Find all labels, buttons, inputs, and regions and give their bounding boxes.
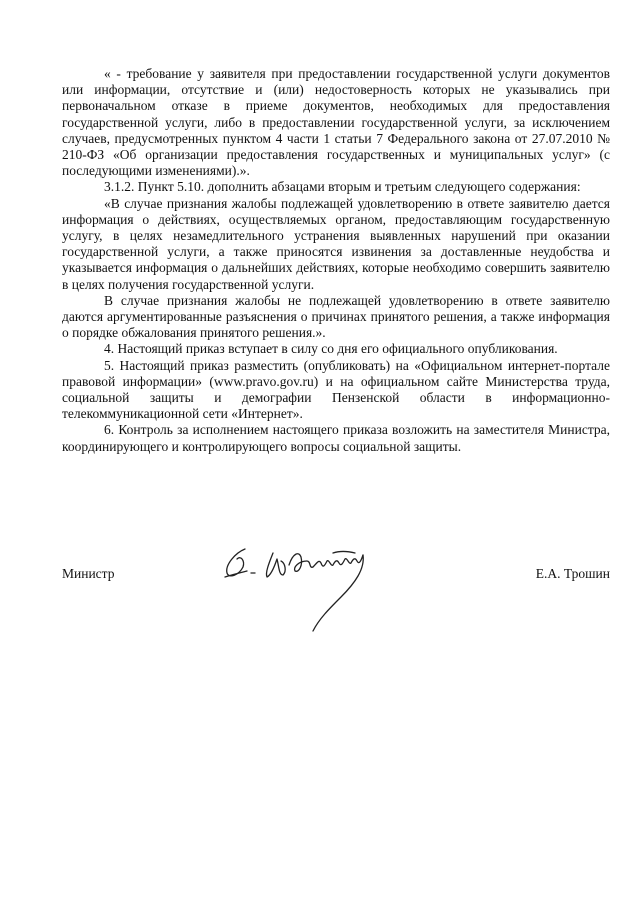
signer-role: Министр bbox=[62, 566, 115, 581]
paragraph-complaint-satisfied: «В случае признания жалобы подлежащей удовлетворению в ответе заявителю дается информация о действиях, осуществляемых органом, предоставляющим государственную услугу, в целях незамедлительного устранения выявленных нарушений при оказании государственной услуги, а также приносятся извинения за доставленные неудобства и указывается информация о дальнейших действиях, которые необходимо совершить заявителю в целях получения государственной услуги. bbox=[62, 195, 610, 292]
handwritten-signature bbox=[215, 535, 375, 645]
paragraph-item-6: 6. Контроль за исполнением настоящего приказа возложить на заместителя Министра, координирующего и контролирующего вопросы социальной защиты. bbox=[62, 422, 610, 454]
paragraph-requirement-clause: « - требование у заявителя при предоставлении государственной услуги документов или информации, отсутствие и (или) недостоверность которых не указывались при первоначальном отказе в приеме документов, необходимых для предоставления государственной услуги, либо в предоставлении государственной услуги, за исключением случаев, предусмотренных пунктом 4 части 1 статьи 7 Федерального закона от 27.07.2010 № 210-ФЗ «Об организации предоставления государственных и муниципальных услуг» (с последующими изменениями).». bbox=[62, 66, 610, 179]
document-body bbox=[62, 66, 610, 455]
signer-name: Е.А. Трошин bbox=[535, 566, 610, 581]
paragraph-3-1-2: 3.1.2. Пункт 5.10. дополнить абзацами вторым и третьим следующего содержания: bbox=[104, 179, 581, 195]
paragraph-item-5: 5. Настоящий приказ разместить (опубликовать) на «Официальном интернет-портале правовой информации» (www.pravo.gov.ru) и на официальном сайте Министерства труда, социальной защиты и демографии Пензенской области в информационно-телекоммуникационной сети «Интернет». bbox=[62, 357, 610, 422]
paragraph-item-4: 4. Настоящий приказ вступает в силу со дня его официального опубликования. bbox=[104, 341, 558, 357]
paragraph-complaint-rejected: В случае признания жалобы не подлежащей удовлетворению в ответе заявителю даются аргументированные разъяснения о причинах принятого решения, а также информация о порядке обжалования принятого решения.». bbox=[62, 292, 610, 341]
